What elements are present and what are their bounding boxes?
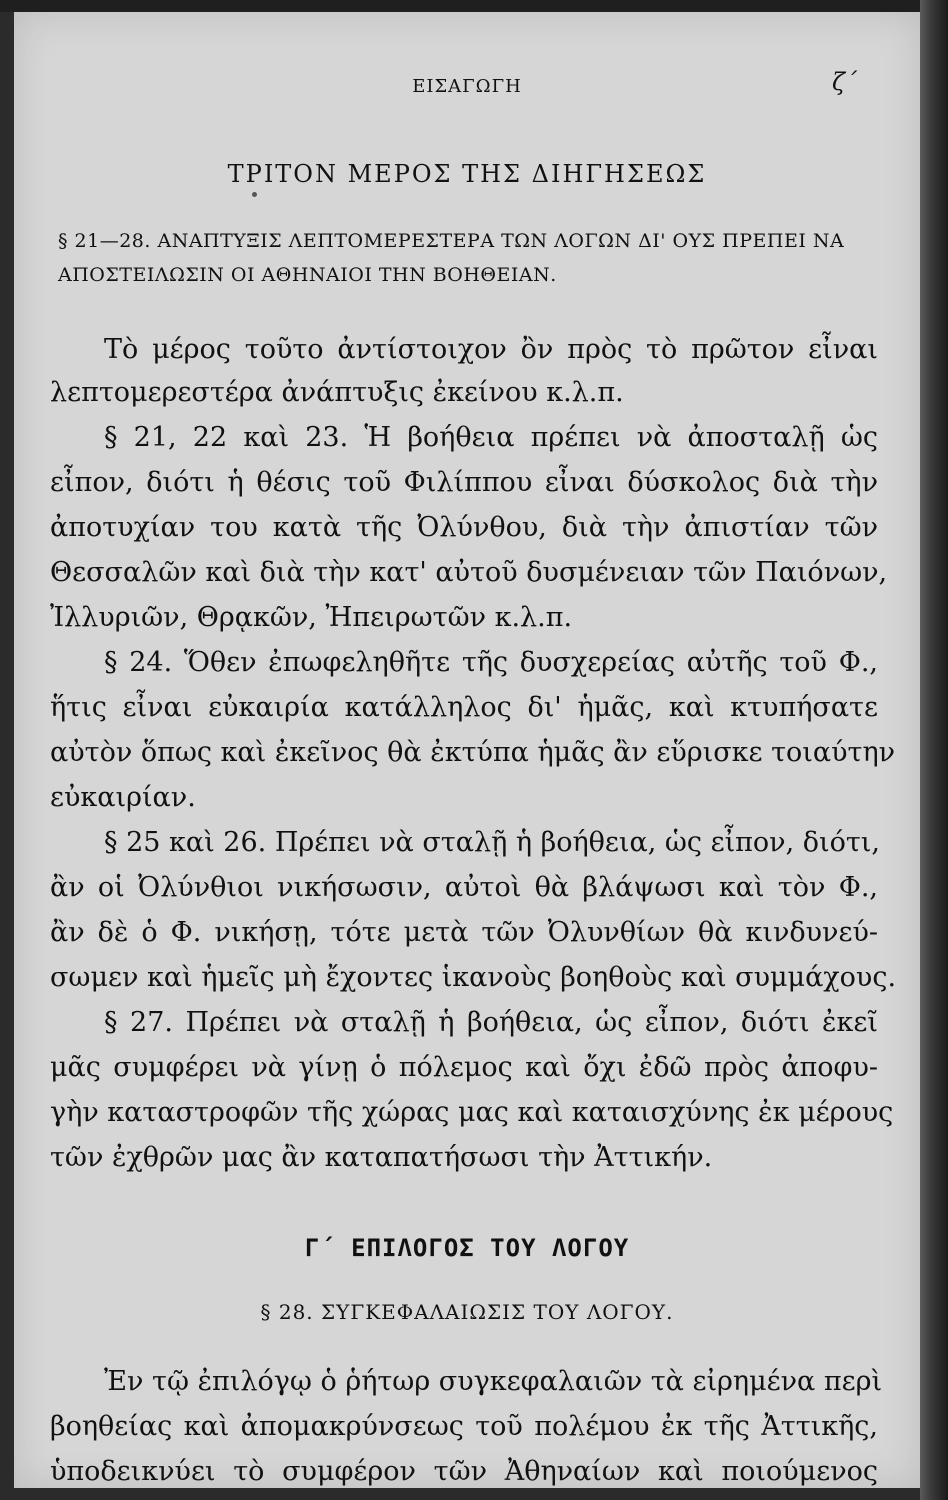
body-line: § 25 καὶ 26. Πρέπει νὰ σταλῇ ἡ βοήθεια, ὡς εἶπον, διότι, — [104, 827, 880, 858]
body-line: εἶπον, διότι ἡ θέσις τοῦ Φιλίππου εἶναι δύσκολος διὰ τὴν — [50, 467, 878, 498]
page-number: ζ΄ — [832, 68, 858, 96]
body-line: ἀποτυχίαν του κατὰ τῆς Ὀλύνθου, διὰ τὴν ἀπιστίαν τῶν — [50, 512, 878, 543]
body-line: μᾶς συμφέρει νὰ γίνῃ ὁ πόλεμος καὶ ὄχι ἐδῶ πρὸς ἀποφυ- — [50, 1052, 878, 1083]
epilogue-line: βοηθείας καὶ ἀπομακρύνσεως τοῦ πολέμου ἐκ τῆς Ἀττικῆς, — [50, 1411, 878, 1442]
body-line: σωμεν καὶ ἡμεῖς μὴ ἔχοντες ἱκανοὺς βοηθοὺς καὶ συμμάχους. — [50, 962, 897, 993]
running-head: ΕΙΣΑΓΩΓΗ — [412, 76, 522, 97]
epilogue-line: Ἐν τῷ ἐπιλόγῳ ὁ ῥήτωρ συγκεφαλαιῶν τὰ εἰρημένα περὶ — [104, 1366, 883, 1397]
body-line: Ἰλλυριῶν, Θρᾳκῶν, Ἠπειρωτῶν κ.λ.π. — [50, 602, 573, 633]
ink-speck — [252, 192, 257, 197]
body-line: λεπτομερεστέρα ἀνάπτυξις ἐκείνου κ.λ.π. — [50, 377, 624, 408]
body-line: γὴν καταστροφῶν τῆς χώρας μας καὶ καταισχύνης ἐκ μέρους — [50, 1097, 894, 1128]
body-line: ἂν δὲ ὁ Φ. νικήσῃ, τότε μετὰ τῶν Ὀλυνθίων θὰ κινδυνεύ- — [50, 917, 878, 948]
body-line: Τὸ μέρος τοῦτο ἀντίστοιχον ὂν πρὸς τὸ πρῶτον εἶναι — [104, 334, 878, 365]
body-line: § 27. Πρέπει νὰ σταλῇ ἡ βοήθεια, ὡς εἶπον, διότι ἐκεῖ — [104, 1007, 878, 1038]
body-line: § 24. Ὅθεν ἐπωφεληθῆτε τῆς δυσχερείας αὐτῆς τοῦ Φ., — [104, 647, 878, 678]
body-line: ἂν οἱ Ὀλύνθιοι νικήσωσιν, αὐτοὶ θὰ βλάψωσι καὶ τὸν Φ., — [50, 872, 878, 903]
book-page — [14, 12, 920, 1488]
epilogue-heading: Γ΄ ΕΠΙΛΟΓΟΣ ΤΟΥ ΛΟΓΟΥ — [304, 1234, 630, 1262]
epilogue-subheading: § 28. ΣΥΓΚΕΦΑΛΑΙΩΣΙΣ ΤΟΥ ΛΟΓΟΥ. — [260, 1300, 674, 1324]
scan-right-edge — [920, 0, 948, 1500]
part-heading: ΤΡΙΤΟΝ ΜΕΡΟΣ ΤΗΣ ΔΙΗΓΗΣΕΩΣ — [227, 160, 707, 188]
section-summary: § 21—28. ΑΝΑΠΤΥΞΙΣ ΛΕΠΤΟΜΕΡΕΣΤΕΡΑ ΤΩΝ ΛΟΓΩΝ ΔΙ' ΟΥΣ ΠΡΕΠΕΙ ΝΑ ΑΠΟΣΤΕΙΛΩΣΙΝ ΟΙ ΑΘΗΝΑΙΟΙ ΤΗΝ ΒΟΗΘΕΙΑΝ. — [58, 230, 845, 286]
body-line: Θεσσαλῶν καὶ διὰ τὴν κατ' αὐτοῦ δυσμένειαν τῶν Παιόνων, — [50, 557, 888, 588]
body-line: τῶν ἐχθρῶν μας ἂν καταπατήσωσι τὴν Ἀττικήν. — [50, 1142, 713, 1173]
body-line: § 21, 22 καὶ 23. Ἡ βοήθεια πρέπει νὰ ἀποσταλῇ ὡς — [104, 422, 878, 453]
epilogue-line: ὑποδεικνύει τὸ συμφέρον τῶν Ἀθηναίων καὶ ποιούμενος — [50, 1456, 878, 1487]
body-line: εὐκαιρίαν. — [50, 782, 196, 813]
body-line: αὐτὸν ὅπως καὶ ἐκεῖνος θὰ ἐκτύπα ἡμᾶς ἂν εὕρισκε τοιαύτην — [50, 737, 896, 768]
scan-top-edge — [0, 0, 948, 12]
body-line: ἥτις εἶναι εὐκαιρία κατάλληλος δι' ἡμᾶς, καὶ κτυπήσατε — [50, 692, 878, 723]
